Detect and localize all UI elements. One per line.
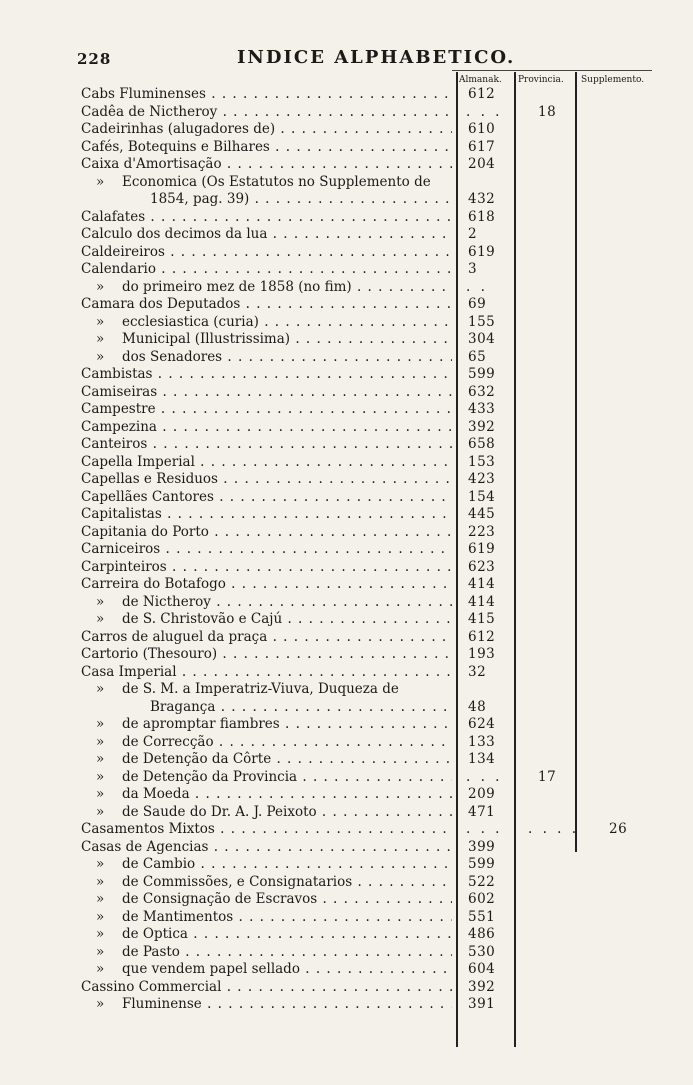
entry-label: Carpinteiros . . . [81,559,452,577]
entry-almanak-page: 433 [468,401,496,417]
ditto-mark: » [96,278,105,295]
entry-label: de Mantimentos . . . [122,909,452,927]
entry-almanak-page: 619 [468,243,496,260]
entry-label: Carniceiros . . . [81,541,452,559]
entry-label: de Correcção . . . [122,734,452,752]
index-entry [0,489,693,507]
index-entry [0,979,693,997]
ditto-mark: » [96,996,105,1012]
leader-dots: . . . [466,768,503,785]
index-entry [0,261,693,279]
ditto-mark: » [96,173,105,190]
entry-almanak-page: 209 [468,786,496,802]
entry-label: de Pasto . . . [122,944,452,962]
index-entry [0,296,693,314]
entry-label: de apromptar fiambres . . . [122,716,452,734]
entry-label: da Moeda . . . [122,786,452,804]
index-entry [0,559,693,577]
ditto-mark: » [96,873,105,890]
entry-label: Casamentos Mixtos . . . [81,821,452,839]
ditto-mark: » [96,313,105,330]
index-entry [0,874,693,892]
index-entry [0,576,693,594]
entry-almanak-page: 604 [468,961,496,977]
ditto-mark: » [96,926,105,942]
header-rule [452,70,652,71]
entry-almanak-page: 632 [468,383,496,400]
entry-almanak-page: 69 [468,296,487,312]
entry-label: Cadêa de Nictheroy . . . [81,104,452,122]
entry-label: Cadeirinhas (alugadores de) . . . [81,121,452,139]
entry-almanak-page: 154 [468,488,496,505]
page-number: 228 [77,50,112,68]
entry-label: Casa Imperial . . . [81,664,452,682]
ditto-mark: » [96,803,105,820]
entry-almanak-page: 486 [468,926,496,942]
entry-almanak-page: 618 [468,208,496,225]
entry-label: Calafates . . . [81,209,452,227]
index-entry [0,664,693,682]
ditto-mark: » [96,681,105,697]
entry-almanak-page: 599 [468,366,496,382]
entry-almanak-page: 392 [468,418,496,435]
entry-almanak-page: 602 [468,891,496,907]
entry-label: de Saude do Dr. A. J. Peixoto . . . [122,804,452,822]
index-entry [0,909,693,927]
entry-label: de Commissões, e Consignatarios . . . [122,874,452,892]
index-entry [0,716,693,734]
entry-almanak-page: 414 [468,593,496,610]
index-entry [0,279,693,297]
entry-almanak-page: 623 [468,558,496,575]
index-entry [0,139,693,157]
index-entry [0,734,693,752]
leader-dots: . . . [466,821,503,837]
ditto-mark: » [96,611,105,627]
index-entry [0,699,693,717]
column-header-provincia: Provincia. [518,75,564,85]
entry-almanak-page: 617 [468,138,496,155]
entry-label: de Consignação de Escravos . . . [122,891,452,909]
entry-label: Cassino Commercial . . . [81,979,452,997]
index-entry [0,366,693,384]
ditto-mark: » [96,751,105,767]
index-entry [0,226,693,244]
ditto-mark: » [96,733,105,750]
entry-label: que vendem papel sellado . . . [122,961,452,979]
entry-label: Caldeireiros . . . [81,244,452,262]
entry-label: Capella Imperial . . . [81,454,452,472]
index-entry [0,524,693,542]
ditto-mark: » [96,768,105,785]
index-entry [0,244,693,262]
entry-label: Campezina . . . [81,419,452,437]
index-entry [0,454,693,472]
entry-supplemento-page: 26 [609,821,628,837]
entry-almanak-page: 65 [468,348,487,365]
entry-almanak-page: 445 [468,506,496,522]
index-entry [0,104,693,122]
ditto-mark: » [96,593,105,610]
entry-almanak-page: 3 [468,261,478,277]
index-entry [0,769,693,787]
entry-almanak-page: 414 [468,576,496,592]
entry-label: de Detenção da Côrte . . . [122,751,452,769]
entry-label: Bragança . . . [150,699,452,717]
index-entry [0,471,693,489]
entry-label: Capitania do Porto . . . [81,524,452,542]
entry-almanak-page: 32 [468,663,487,680]
entry-almanak-page: 551 [468,908,496,925]
entry-label: Camiseiras . . . [81,384,452,402]
entry-almanak-page: 530 [468,943,496,960]
leader-dots: . . . [466,103,503,120]
entry-label: de S. Christovão e Cajú . . . [122,611,452,629]
index-entry [0,506,693,524]
entry-almanak-page: 619 [468,541,496,557]
entry-label: Carreira do Botafogo . . . [81,576,452,594]
entry-label: dos Senadores . . . [122,349,452,367]
entry-almanak-page: 304 [468,331,496,347]
index-entry [0,646,693,664]
entry-label: Municipal (Illustrissima) . . . [122,331,452,349]
entry-almanak-page: 610 [468,121,496,137]
index-entry [0,541,693,559]
entry-provincia-page: 18 [538,103,557,120]
entry-provincia-page: 17 [538,768,557,785]
entry-almanak-page: 432 [468,191,496,207]
entry-almanak-page: 392 [468,978,496,995]
index-entry [0,156,693,174]
index-entry [0,121,693,139]
index-entry [0,786,693,804]
entry-almanak-page: 522 [468,873,496,890]
index-entries [0,86,693,1014]
entry-label: Calendario . . . [81,261,452,279]
leader-dots: . . . . [528,821,580,837]
ditto-mark: » [96,331,105,347]
entry-label: Economica (Os Estatutos no Supplemento de [122,173,431,190]
index-entry [0,856,693,874]
index-entry [0,681,693,699]
index-entry [0,401,693,419]
entry-almanak-page: 204 [468,156,496,172]
entry-almanak-page: 415 [468,611,496,627]
ditto-mark: » [96,943,105,960]
index-entry [0,926,693,944]
ditto-mark: » [96,348,105,365]
index-entry [0,996,693,1014]
entry-label: Capitalistas . . . [81,506,452,524]
ditto-mark: » [96,716,105,732]
entry-almanak-page: 399 [468,838,496,855]
index-entry [0,314,693,332]
index-entry [0,611,693,629]
index-entry [0,86,693,104]
column-header-supplemento: Supplemento. [581,75,645,85]
entry-almanak-page: 624 [468,716,496,732]
entry-almanak-page: 2 [468,226,478,242]
index-entry [0,629,693,647]
index-entry [0,821,693,839]
entry-label: Carros de aluguel da praça . . . [81,629,452,647]
entry-label: Cabs Fluminenses . . . [81,86,452,104]
entry-almanak-page: 612 [468,86,496,102]
entry-almanak-page: 153 [468,453,496,470]
entry-almanak-page: 658 [468,436,496,452]
index-entry [0,419,693,437]
index-entry [0,191,693,209]
index-entry [0,174,693,192]
entry-almanak-page: 193 [468,646,496,662]
index-entry [0,839,693,857]
index-entry [0,594,693,612]
entry-label: de Nictheroy . . . [122,594,452,612]
entry-label: Canteiros . . . [81,436,452,454]
entry-almanak-page: 133 [468,733,496,750]
index-entry [0,331,693,349]
entry-almanak-page: 223 [468,523,496,540]
index-entry [0,349,693,367]
entry-label: Cafés, Botequins e Bilhares . . . [81,139,452,157]
entry-label: Capellas e Residuos . . . [81,471,452,489]
index-entry [0,804,693,822]
entry-label: Casas de Agencias . . . [81,839,452,857]
column-header-almanak: Almanak. [459,75,502,85]
index-entry [0,384,693,402]
entry-label: de Cambio . . . [122,856,452,874]
entry-almanak-page: 612 [468,628,496,645]
entry-label: Calculo dos decimos da lua . . . [81,226,452,244]
entry-label: Campestre . . . [81,401,452,419]
entry-label: Capellães Cantores . . . [81,489,452,507]
entry-almanak-page: 599 [468,856,496,872]
index-entry [0,436,693,454]
ditto-mark: » [96,891,105,907]
entry-label: de Detenção da Provincia . . . [122,769,452,787]
entry-label: ecclesiastica (curia) . . . [122,314,452,332]
ditto-mark: » [96,856,105,872]
ditto-mark: » [96,786,105,802]
entry-label: Cartorio (Thesouro) . . . [81,646,452,664]
ditto-mark: » [96,961,105,977]
index-entry [0,944,693,962]
entry-label: Fluminense . . . [122,996,452,1014]
entry-almanak-page: 423 [468,471,496,487]
entry-almanak-page: 48 [468,698,487,715]
entry-label: 1854, pag. 39) . . . [150,191,452,209]
index-entry [0,891,693,909]
entry-almanak-page: 471 [468,803,496,820]
entry-label: do primeiro mez de 1858 (no fim) . . . [122,279,452,297]
page-title: INDICE ALPHABETICO. [237,47,516,68]
entry-label: Caixa d'Amortisação . . . [81,156,452,174]
ditto-mark: » [96,908,105,925]
index-entry [0,751,693,769]
entry-label: Cambistas . . . [81,366,452,384]
entry-label: Camara dos Deputados . . . [81,296,452,314]
index-entry [0,961,693,979]
entry-label: de S. M. a Imperatriz-Viuva, Duqueza de [122,681,399,697]
entry-almanak-page: 391 [468,996,496,1012]
entry-almanak-page: 134 [468,751,496,767]
entry-label: de Optica . . . [122,926,452,944]
index-entry [0,209,693,227]
leader-dots: . . [466,278,488,295]
entry-almanak-page: 155 [468,313,496,330]
